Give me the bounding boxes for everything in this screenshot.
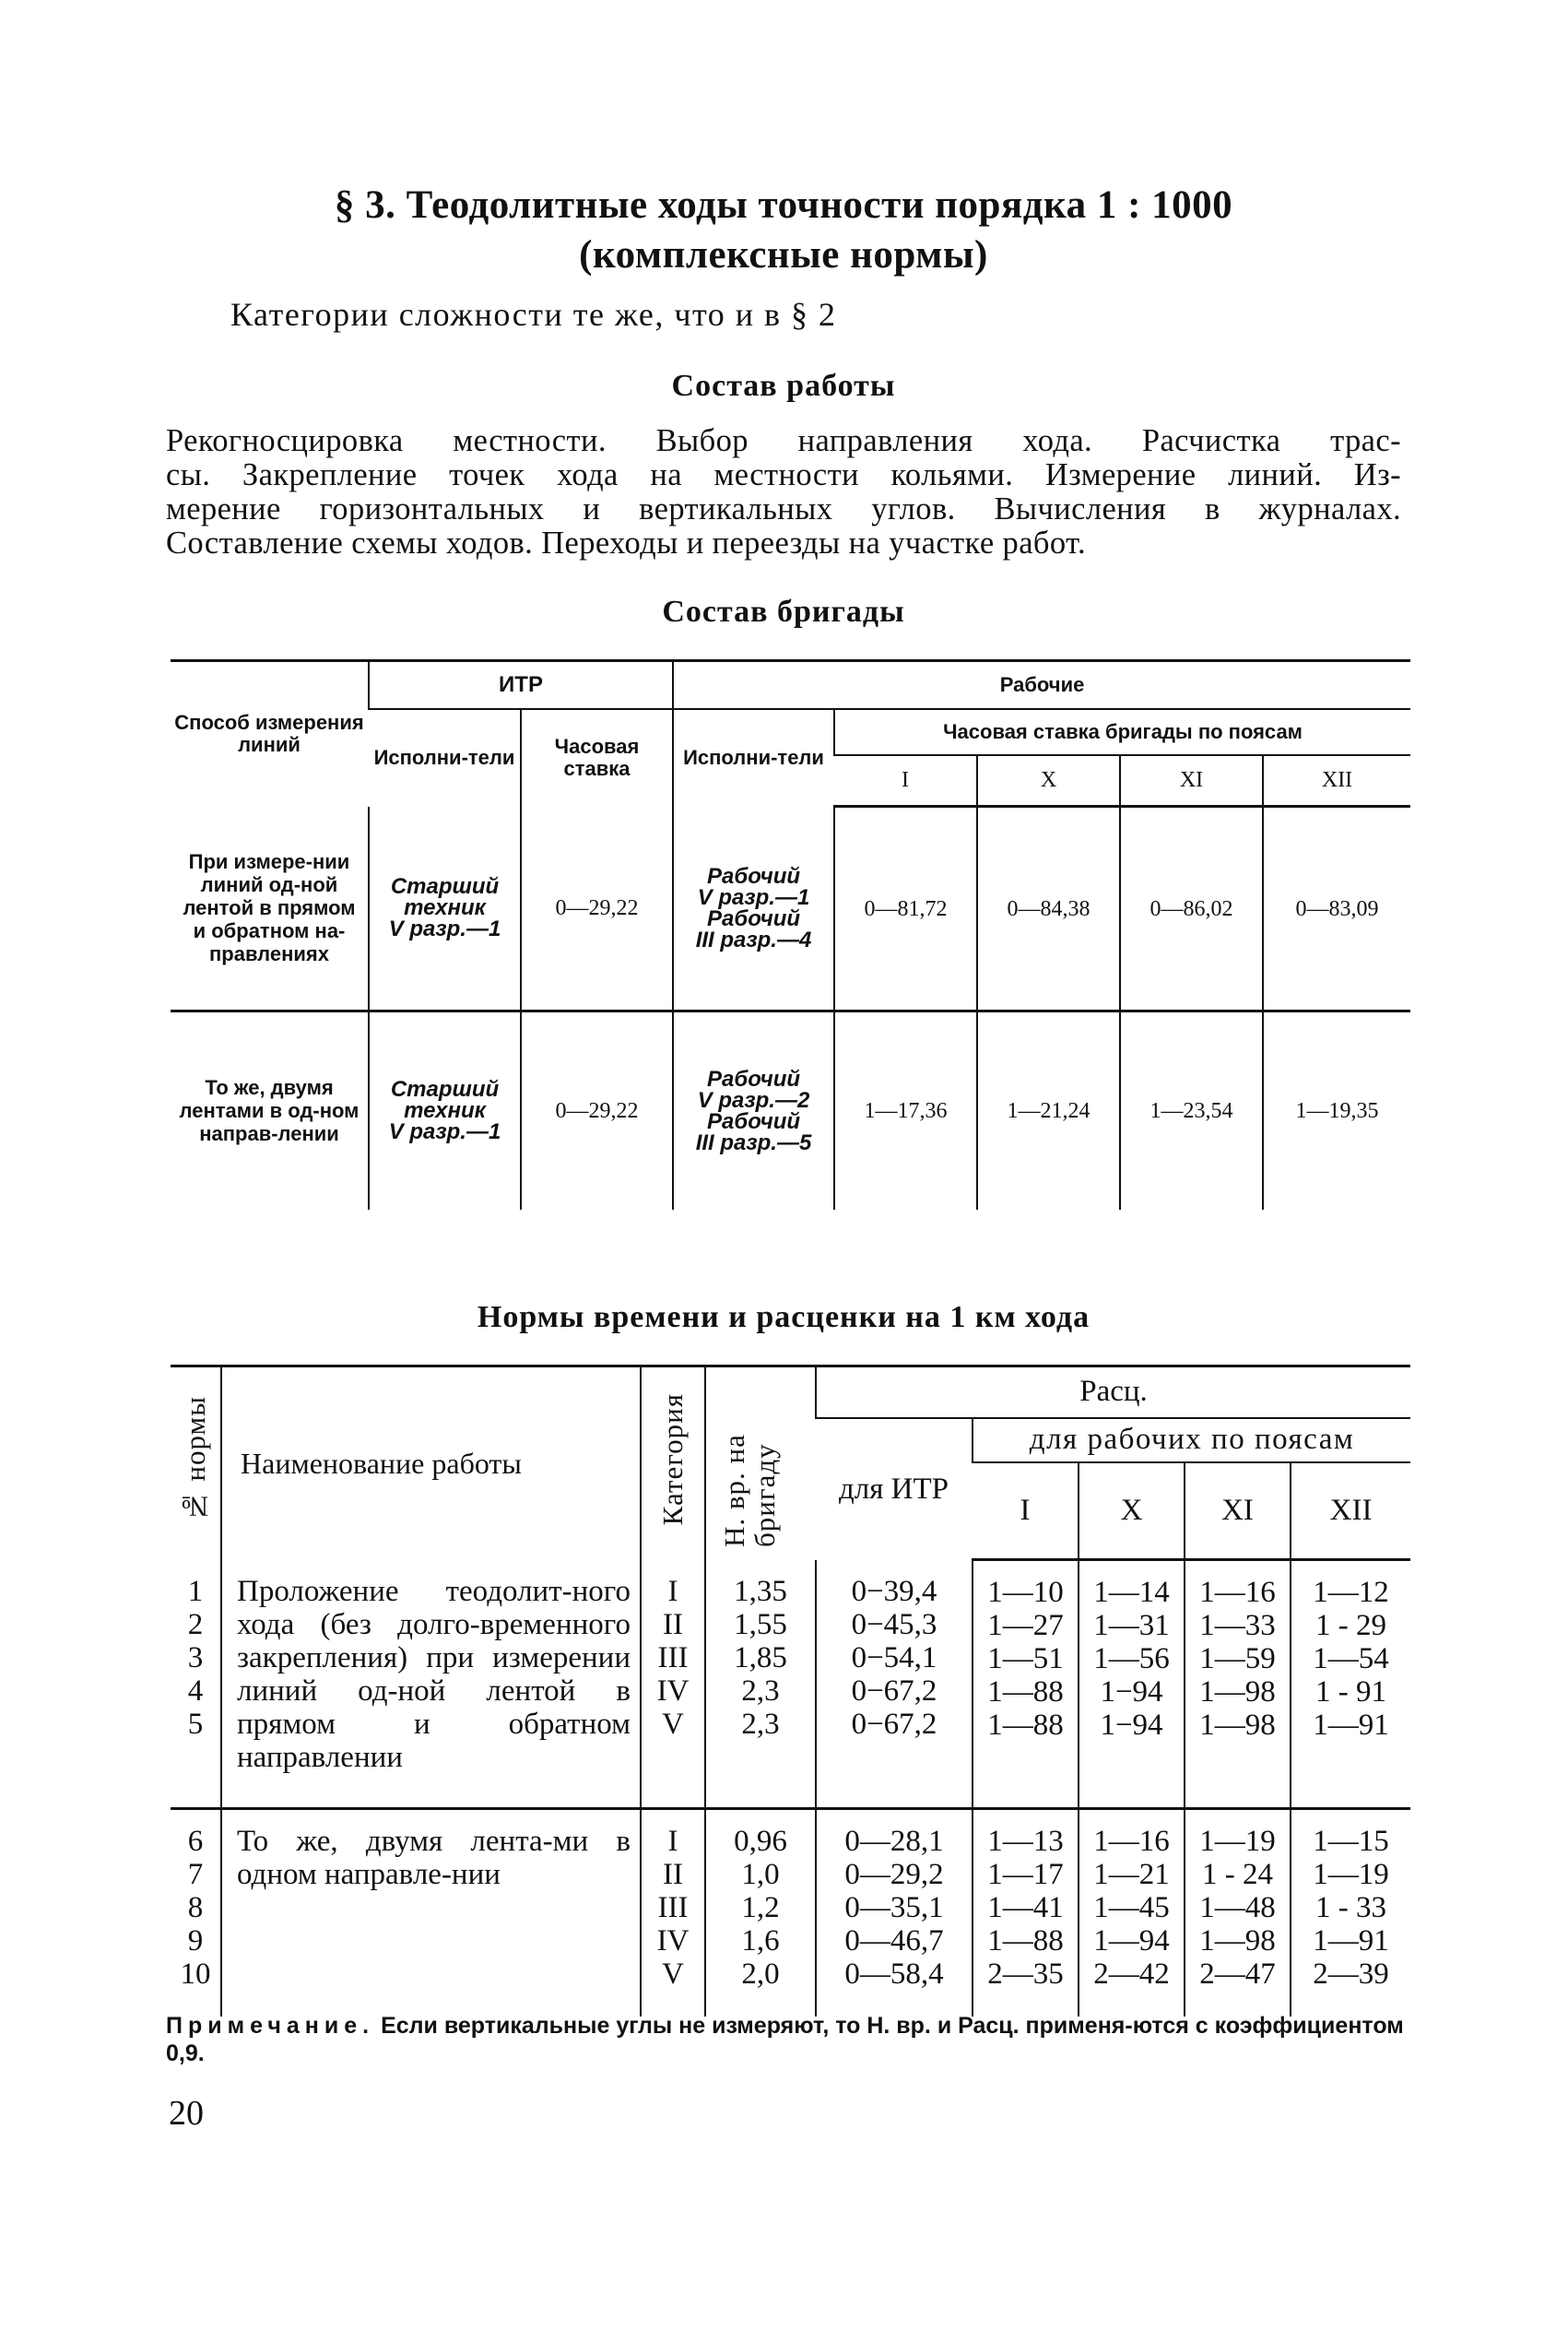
performer-line: Рабочий (707, 1066, 801, 1092)
itr-rate-value: 0−45,3 (851, 1607, 937, 1641)
zone-x-cell (1079, 1560, 1185, 1809)
time-value: 0,96 (734, 1825, 787, 1858)
zone-rate-value: 1−94 (1100, 1675, 1163, 1709)
performer-line: Рабочий (707, 1108, 801, 1134)
performer-line: техник (404, 1098, 486, 1124)
zone-header-xi: XI (1120, 755, 1263, 807)
performer-line: V разр.—1 (388, 1119, 501, 1145)
norm-no-header (171, 1366, 221, 1560)
performer-line: техник (404, 895, 486, 921)
zone-rate-value: 1—98 (1199, 1924, 1276, 1957)
rate-cell: 1—21,24 (977, 1011, 1120, 1210)
zone-rate-value: 1—16 (1199, 1576, 1276, 1609)
category-value: I (667, 1574, 678, 1608)
zone-rate-value: 1—98 (1199, 1675, 1276, 1709)
brigade-heading: Состав бригады (662, 595, 905, 629)
time-value: 1,2 (741, 1891, 780, 1924)
zone-rate-value: 1—45 (1093, 1891, 1170, 1924)
footnote-label: Примечание. (166, 2013, 375, 2039)
zone-rate-value: 1 - 33 (1315, 1891, 1387, 1924)
zone-rate-value: 1—21 (1093, 1858, 1170, 1891)
rate-cell: 0—84,38 (977, 807, 1120, 1011)
itr-rate-value: 0—29,2 (844, 1858, 944, 1891)
rate-header: Расц. (816, 1366, 1410, 1418)
norms-heading: Нормы времени и расценки на 1 км хода (477, 1300, 1091, 1334)
category-cell (641, 1560, 705, 1809)
category-value: V (662, 1707, 684, 1741)
itr-header: ИТР (369, 661, 673, 709)
rate-cell: 0—86,02 (1120, 807, 1263, 1011)
zone-rate-value: 1—54 (1313, 1642, 1389, 1675)
performer-line: III разр.—4 (695, 927, 812, 952)
table-row (171, 1011, 1410, 1210)
itr-rate-header: Часовая ставка (521, 709, 673, 807)
zone-header-xi: XI (1185, 1462, 1291, 1560)
norms-table (171, 1365, 1410, 2017)
itr-rate-value: 0−67,2 (851, 1674, 937, 1708)
performer-line: V разр.—1 (697, 884, 810, 910)
zone-rate-value: 1—19 (1199, 1825, 1276, 1858)
itr-rate-value: 0—46,7 (844, 1924, 944, 1957)
section-title: § 3. Теодолитные ходы точности порядка 1 : 1000 (334, 183, 1233, 227)
time-value: 2,3 (741, 1674, 780, 1708)
workers-performers-cell (673, 1011, 834, 1210)
categories-note: Категории сложности те же, что и в § 2 (230, 296, 837, 333)
zone-header-xii: XII (1263, 755, 1410, 807)
zone-rate-value: 1—56 (1093, 1642, 1170, 1675)
zone-rate-value: 1—33 (1199, 1609, 1276, 1642)
zone-header-x: X (1079, 1462, 1185, 1560)
zone-rate-value: 1—41 (987, 1891, 1064, 1924)
performer-line: Старший (390, 874, 500, 900)
category-value: II (663, 1858, 683, 1891)
time-value: 1,35 (734, 1574, 787, 1608)
norm-number: 2 (187, 1607, 204, 1641)
rate-cell: 1—19,35 (1263, 1011, 1410, 1210)
zone-rate-header: Часовая ставка бригады по поясам (834, 709, 1410, 755)
performer-line: Рабочий (707, 863, 801, 889)
rate-cell: 1—23,54 (1120, 1011, 1263, 1210)
workers-performers-header: Исполни-тели (673, 709, 834, 807)
itr-rate-value: 0−54,1 (851, 1640, 937, 1674)
zone-rate-value: 1—88 (987, 1709, 1064, 1742)
rate-cell: 0—81,72 (834, 807, 977, 1011)
category-value: V (662, 1957, 684, 1991)
zone-rate-value: 1—31 (1093, 1609, 1170, 1642)
norm-number: 3 (187, 1640, 204, 1674)
norm-number: 5 (187, 1707, 204, 1741)
zone-rate-value: 1—19 (1313, 1858, 1389, 1891)
workers-rate-header: для рабочих по поясам (973, 1418, 1410, 1462)
itr-rate-cell: 0—29,22 (521, 1011, 673, 1210)
zone-rate-value: 1 - 29 (1315, 1609, 1387, 1642)
paragraph-line: сы. Закрепление точек хода на местности кольями. Измерение линий. Из- (166, 457, 1401, 492)
zone-rate-value: 1—51 (987, 1642, 1064, 1675)
category-value: I (667, 1825, 678, 1858)
footnote (166, 2012, 1406, 2067)
zone-header-i: I (973, 1462, 1079, 1560)
page-number: 20 (169, 2094, 204, 2133)
work-name-header: Наименование работы (221, 1366, 641, 1560)
table-row (171, 1560, 1410, 1809)
composition-paragraph (166, 424, 1401, 561)
zone-rate-value: 1−94 (1100, 1709, 1163, 1742)
zone-xii-cell (1291, 1560, 1410, 1809)
norm-number: 6 (187, 1825, 204, 1858)
composition-heading: Состав работы (671, 369, 896, 403)
category-header (641, 1366, 705, 1560)
zone-rate-value: 1—16 (1093, 1825, 1170, 1858)
norm-number: 10 (180, 1957, 211, 1991)
itr-rate-value: 0—58,4 (844, 1957, 944, 1991)
norm-no-header-text: № нормы (179, 1396, 211, 1523)
norm-number: 8 (187, 1891, 204, 1924)
zone-rate-value: 2—42 (1093, 1957, 1170, 1991)
workers-performers-cell (673, 807, 834, 1011)
zone-rate-value: 1—98 (1199, 1709, 1276, 1742)
zone-header-x: X (977, 755, 1120, 807)
itr-performers-header: Исполни-тели (373, 746, 515, 769)
work-name-cell: То же, двумя лента-ми в одном направле-нии (221, 1809, 641, 2017)
time-cell (705, 1560, 816, 1809)
norm-number: 7 (187, 1858, 204, 1891)
time-cell (705, 1809, 816, 2017)
performer-line: Старший (390, 1077, 500, 1103)
paragraph-line: Составление схемы ходов. Переходы и переезды на участке работ. (166, 526, 1086, 561)
zone-rate-value: 1—14 (1093, 1576, 1170, 1609)
time-header (705, 1366, 816, 1560)
table-row (171, 807, 1410, 1011)
zone-xi-cell (1185, 1809, 1291, 2017)
itr-rate-cell (816, 1809, 973, 2017)
zone-rate-value: 1—88 (987, 1924, 1064, 1957)
itr-rate-cell: 0—29,22 (521, 807, 673, 1011)
performer-line: III разр.—5 (695, 1130, 812, 1155)
method-cell: При измере-нии линий од-ной лентой в прямом и обратном на-правлениях (183, 850, 356, 966)
method-cell: То же, двумя лентами в од-ном направ-лении (171, 1011, 369, 1210)
norm-numbers-cell (171, 1560, 221, 1809)
method-header: Способ измерения линий (171, 661, 369, 807)
performer-line: V разр.—2 (697, 1087, 810, 1113)
work-name-cell: Проложение теодолит-ного хода (без долго-временного закрепления) при измерении линий од-ной лентой в прямом и обратном направлении (221, 1560, 641, 1809)
time-header-text: Н. вр. на бригаду (718, 1433, 781, 1547)
zone-xii-cell (1291, 1809, 1410, 2017)
zone-rate-value: 1—10 (987, 1576, 1064, 1609)
zone-rate-value: 2—39 (1313, 1957, 1389, 1991)
zone-rate-value: 2—35 (987, 1957, 1064, 1991)
table-row (171, 1809, 1410, 2017)
zone-rate-value: 1—91 (1313, 1924, 1389, 1957)
itr-rate-cell (816, 1560, 973, 1809)
zone-rate-value: 2—47 (1199, 1957, 1276, 1991)
zone-rate-value: 1—59 (1199, 1642, 1276, 1675)
section-subtitle: (комплексные нормы) (579, 233, 988, 277)
paragraph-line: мерение горизонтальных и вертикальных углов. Вычисления в журналах. (166, 491, 1401, 526)
category-value: II (663, 1607, 683, 1641)
itr-rate-value: 0−39,4 (851, 1574, 937, 1608)
category-value: III (657, 1640, 689, 1674)
zone-x-cell (1079, 1809, 1185, 2017)
category-value: IV (656, 1674, 690, 1708)
footnote-text: Если вертикальные углы не измеряют, то Н. вр. и Расц. применя-ются с коэффициентом 0,9. (166, 2013, 1404, 2066)
brigade-table (171, 659, 1410, 1210)
norm-numbers-cell (171, 1809, 221, 2017)
zone-rate-value: 1—48 (1199, 1891, 1276, 1924)
time-value: 2,3 (741, 1707, 780, 1741)
time-value: 1,6 (741, 1924, 780, 1957)
zone-rate-value: 1—17 (987, 1858, 1064, 1891)
rate-cell: 1—17,36 (834, 1011, 977, 1210)
norm-number: 1 (187, 1574, 204, 1608)
zone-rate-value: 1—91 (1313, 1709, 1389, 1742)
norm-number: 9 (187, 1924, 204, 1957)
zone-rate-value: 1 - 24 (1202, 1858, 1273, 1891)
paragraph-line: Рекогносцировка местности. Выбор направления хода. Расчистка трас- (166, 423, 1401, 458)
zone-header-xii: XII (1291, 1462, 1410, 1560)
category-header-text: Категория (656, 1393, 689, 1526)
workers-header: Рабочие (673, 661, 1410, 709)
zone-rate-value: 1—12 (1313, 1576, 1389, 1609)
category-value: III (657, 1891, 689, 1924)
itr-rate-header: для ИТР (838, 1472, 949, 1506)
zone-rate-value: 1—13 (987, 1825, 1064, 1858)
itr-rate-value: 0−67,2 (851, 1707, 937, 1741)
zone-rate-value: 1—88 (987, 1675, 1064, 1709)
time-value: 1,85 (734, 1640, 787, 1674)
category-cell (641, 1809, 705, 2017)
time-value: 1,0 (741, 1858, 780, 1891)
itr-performers-cell (369, 1011, 521, 1210)
category-value: IV (656, 1924, 690, 1957)
zone-rate-value: 1—15 (1313, 1825, 1389, 1858)
itr-performers-cell (369, 807, 521, 1011)
rate-cell: 0—83,09 (1263, 807, 1410, 1011)
zone-rate-value: 1 - 91 (1315, 1675, 1387, 1709)
zone-rate-value: 1—94 (1093, 1924, 1170, 1957)
norm-number: 4 (187, 1674, 204, 1708)
performer-line: Рабочий (707, 905, 801, 931)
itr-rate-value: 0—35,1 (844, 1891, 944, 1924)
time-value: 1,55 (734, 1607, 787, 1641)
zone-header-i: I (834, 755, 977, 807)
zone-rate-value: 1—27 (987, 1609, 1064, 1642)
time-value: 2,0 (741, 1957, 780, 1991)
zone-i-cell (973, 1560, 1079, 1809)
itr-rate-value: 0—28,1 (844, 1825, 944, 1858)
zone-xi-cell (1185, 1560, 1291, 1809)
performer-line: V разр.—1 (388, 917, 501, 942)
zone-i-cell (973, 1809, 1079, 2017)
